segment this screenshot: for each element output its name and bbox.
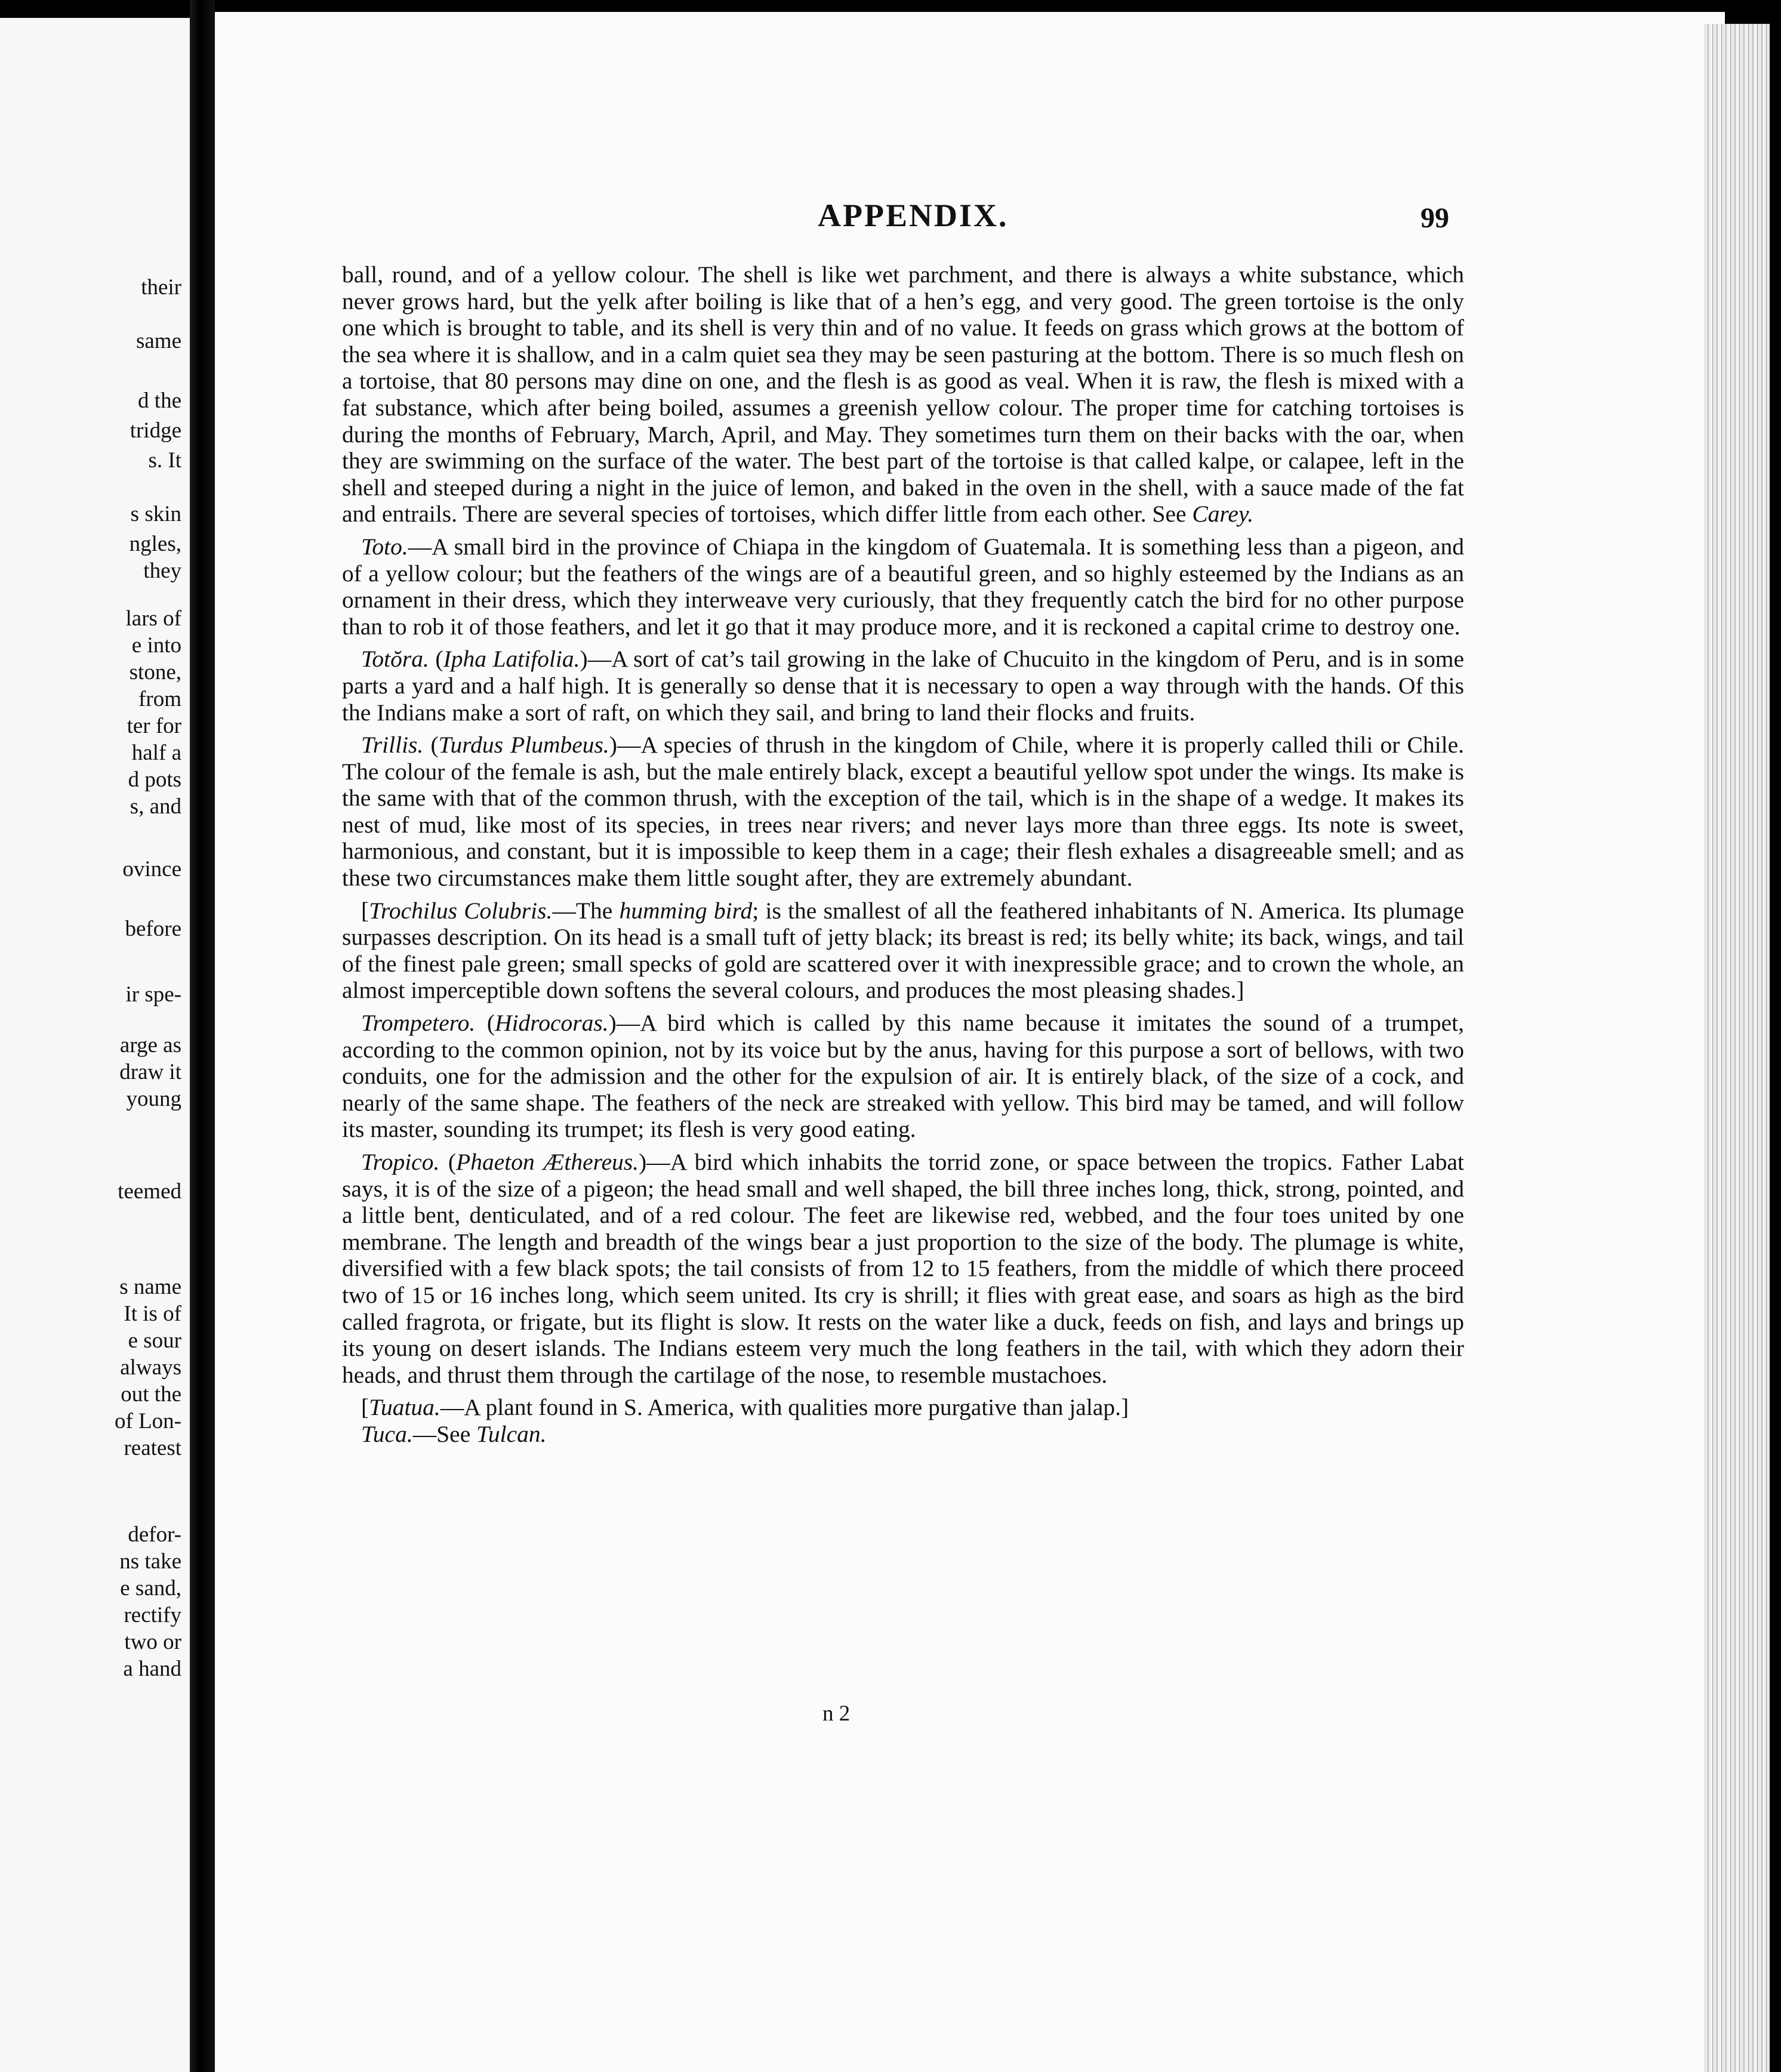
- left-page-line-fragment: s, and: [130, 794, 181, 819]
- left-page-line-fragment: they: [143, 559, 181, 583]
- left-page-line-fragment: from: [138, 687, 181, 711]
- bracket-open: [: [361, 1394, 369, 1421]
- left-page-line-fragment: e sour: [128, 1328, 181, 1353]
- left-page-line-fragment: ovince: [122, 857, 181, 881]
- paren-open: (: [435, 646, 443, 673]
- latin-name: Turdus Plumbeus.: [438, 732, 609, 758]
- left-page-line-fragment: d the: [138, 388, 181, 413]
- left-page-line-fragment: young: [126, 1087, 181, 1111]
- latin-name: Phaeton Æthereus.: [456, 1149, 639, 1175]
- left-page-line-fragment: out the: [121, 1382, 181, 1407]
- left-page-line-fragment: s. It: [148, 448, 181, 473]
- left-page-line-fragment: ngles,: [129, 532, 181, 556]
- left-page-line-fragment: tridge: [130, 418, 181, 443]
- signature-mark: n 2: [822, 1701, 851, 1726]
- left-page-line-fragment: two or: [124, 1630, 181, 1654]
- left-page-line-fragment: arge as: [119, 1033, 181, 1057]
- left-page-line-fragment: their: [141, 275, 181, 300]
- entry-term: Trompetero.: [361, 1010, 476, 1037]
- left-page-line-fragment: same: [135, 329, 181, 353]
- left-page-line-fragment: d pots: [128, 767, 181, 792]
- entry-tuatua: [342, 1394, 1464, 1421]
- paren-open: (: [448, 1149, 457, 1175]
- book-gutter: [190, 0, 215, 2072]
- entry-dash: —The: [552, 897, 620, 924]
- entry-term: Tuca.: [361, 1420, 413, 1447]
- latin-name: Hidrocoras.: [495, 1010, 609, 1037]
- left-page-line-fragment: half a: [131, 741, 181, 765]
- left-page-line-fragment: of Lon-: [115, 1409, 181, 1433]
- common-name: humming bird: [619, 897, 753, 924]
- left-page-line-fragment: stone,: [129, 660, 181, 684]
- paren-close: ): [609, 732, 617, 758]
- entry-toto: [342, 534, 1464, 640]
- left-page-line-fragment: e sand,: [120, 1576, 181, 1601]
- left-page-line-fragment: defor-: [128, 1522, 181, 1547]
- entry-term: Totŏra.: [361, 646, 429, 673]
- cross-reference: Carey.: [1192, 501, 1254, 528]
- entry-trillis: [342, 732, 1464, 892]
- paren-close: ): [639, 1149, 647, 1175]
- left-page-line-fragment: rectify: [124, 1603, 181, 1627]
- left-page-line-fragment: draw it: [119, 1060, 181, 1084]
- running-head: APPENDIX.: [818, 198, 1009, 233]
- left-page-line-fragment: s name: [119, 1275, 181, 1299]
- left-page-line-fragment: teemed: [118, 1179, 181, 1204]
- entry-carey-continuation: [342, 261, 1464, 528]
- left-page-line-fragment: ter for: [127, 714, 181, 738]
- entry-text: —A species of thrush in the kingdom of Chile, where it is properly called thili or Chile. The colour of the female is ash, but the male entirely black, except a beautiful yellow spot under the wings. Its make is the same with that of the common thrush, with the exception of the tail, which is in the shape of a wedge. It makes its nest of mud, like most of its species, in trees near rivers; and never lays more than three eggs. Its note is sweet, harmonious, and constant, but it is impossible to keep them in a cage; their flesh exhales a disagreeable smell; and as these two circumstances make them little sought after, they are extremely abundant.: [342, 732, 1465, 892]
- entry-term: Trillis.: [361, 732, 424, 758]
- page-body: [342, 261, 1464, 1448]
- left-page-line-fragment: lars of: [125, 606, 181, 631]
- entry-tropico: [342, 1149, 1464, 1388]
- left-page-line-fragment: always: [120, 1355, 181, 1380]
- left-page-line-fragment: s skin: [130, 502, 181, 526]
- paren-close: ): [608, 1010, 617, 1037]
- page-edges: [1704, 24, 1770, 2072]
- entry-trochilus: [342, 898, 1464, 1004]
- entry-term: Toto.: [361, 533, 408, 560]
- entry-text: —A small bird in the province of Chiapa in the kingdom of Guatemala. It is something less than a pigeon, and of a yellow colour; but the feathers of the wings are of a beautiful green, and so highly esteemed by the Indians as an ornament in their dress, which they interweave very curiously, that they frequently catch the bird for no other purpose than to rob it of those feathers, and let it go that it may produce more, and it is reckoned a capital crime to destroy one.: [342, 533, 1464, 640]
- latin-name: Ipha Latifolia.: [443, 646, 580, 673]
- entry-text: —A bird which is called by this name because it imitates the sound of a trumpet, according to the common opinion, not by its voice but by the anus, having for this purpose a sort of bellows, with two conduits, one for the admission and the other for the expulsion of air. It is entirely black, of the size of a cock, and nearly of the same shape. The feathers of the neck are streaked with yellow. This bird may be tamed, and will follow its master, sounding its trumpet; its flesh is very good eating.: [342, 1010, 1465, 1143]
- bracket-open: [: [361, 897, 369, 924]
- entry-totora: [342, 646, 1464, 726]
- left-page-line-fragment: ir spe-: [125, 982, 181, 1007]
- entry-text: —A sort of cat’s tail growing in the lake of Chucuito in the kingdom of Peru, and is in some parts a yard and a half high. It is generally so dense that it is necessary to open a way through with the hands. Of this the Indians make a sort of raft, on which they sail, and bring to land their flocks and fruits.: [342, 646, 1464, 726]
- paren-open: (: [486, 1010, 495, 1037]
- left-page-fragment: [0, 18, 190, 2072]
- entry-term: Tropico.: [361, 1149, 440, 1175]
- entry-text: ; is the smallest of all the feathered inhabitants of N. America. Its plumage surpasses description. On its head is a small tuft of jetty black; its breast is red; its belly white; its back, wings, and tail of the finest pale green; small specks of gold are scattered over it with inexpressible grace; and to crown the whole, an almost imperceptible down softens the several colours, and produces the most pleasing shades.]: [342, 897, 1465, 1004]
- entry-text: —See: [412, 1420, 477, 1447]
- left-page-line-fragment: It is of: [124, 1302, 181, 1326]
- paren-open: (: [430, 732, 439, 758]
- left-page-line-fragment: reatest: [124, 1436, 181, 1460]
- right-page: [215, 12, 1725, 2072]
- entry-text: —A plant found in S. America, with qualities more purgative than jalap.]: [440, 1394, 1129, 1421]
- entry-text: ball, round, and of a yellow colour. The shell is like wet parchment, and there is always a white substance, which never grows hard, but the yelk after boiling is like that of a hen’s egg, and very good. The green tortoise is the only one which is brought to table, and its shell is very thin and of no value. It feeds on grass which grows at the bottom of the sea where it is shallow, and in a calm quiet sea they may be seen pasturing at the bottom. There is so much flesh on a tortoise, that 80 persons may dine on one, and the flesh is as good as veal. When it is raw, the flesh is mixed with a fat substance, which after being boiled, assumes a greenish yellow colour. The proper time for catching tortoises is during the months of February, March, April, and May. They sometimes turn them on their backs with the oar, when they are swimming on the surface of the water. The best part of the tortoise is that called kalpe, or calapee, left in the shell and steeped during a night in the juice of lemon, and baked in the oven in the shell, with a sauce made of the fat and entrails. There are several species of tortoises, which differ little from each other. See: [342, 261, 1464, 528]
- left-page-line-fragment: e into: [131, 633, 181, 658]
- left-page-line-fragment: before: [125, 917, 181, 941]
- entry-trompetero: [342, 1010, 1464, 1143]
- entry-term: Tuatua.: [369, 1394, 440, 1421]
- left-page-line-fragment: a hand: [123, 1657, 181, 1681]
- entry-text: —A bird which inhabits the torrid zone, or space between the tropics. Father Labat says, it is of the size of a pigeon; the head small and well shaped, the bill three inches long, thick, strong, pointed, and a little bent, denticulated, and of a red colour. The feet are likewise red, webbed, and the four toes united by one membrane. The length and breadth of the wings bear a just proportion to the size of the body. The plumage is white, diversified with a few black spots; the tail consists of from 12 to 15 feathers, from the middle of which there proceed two of 15 or 16 inches long, which seem united. Its cry is shrill; it flies with great ease, and soars as high as the bird called fragrota, or frigate, but its flight is slow. It rests on the water like a duck, feeds on fish, and lays and brings up its young on desert islands. The Indians esteem very much the long feathers in the tail, with which they adorn their heads, and thrust them through the cartilage of the nose, to resemble mustachoes.: [342, 1149, 1465, 1388]
- paren-close: ): [580, 646, 588, 673]
- cross-reference: Tulcan.: [476, 1420, 547, 1447]
- entry-tuca: [342, 1421, 1464, 1448]
- entry-term: Trochilus Colubris.: [369, 897, 553, 924]
- left-page-line-fragment: ns take: [119, 1549, 181, 1574]
- page-number: 99: [1421, 202, 1449, 234]
